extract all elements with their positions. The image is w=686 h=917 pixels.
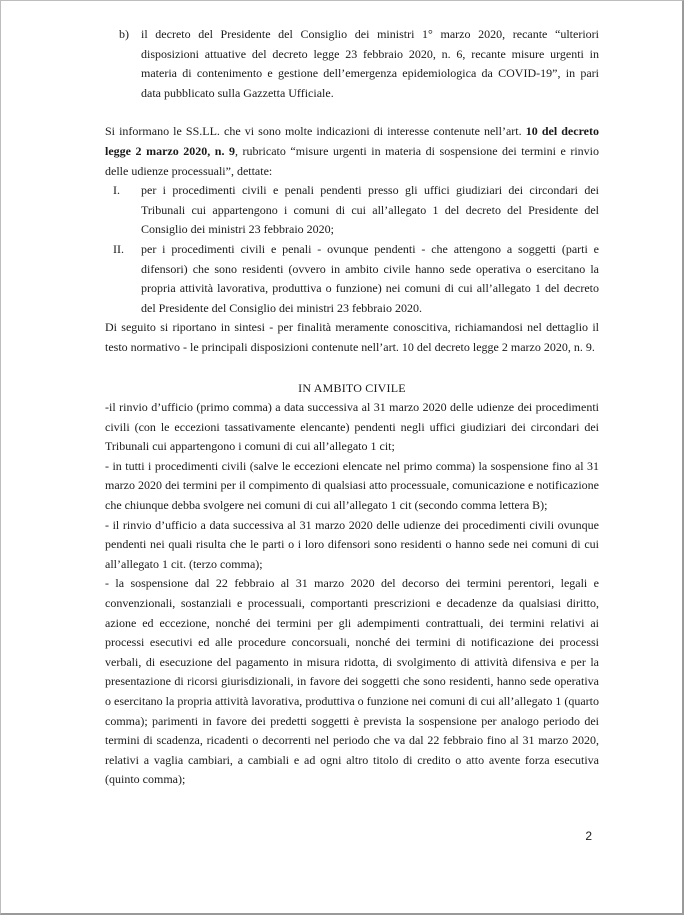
list-item-text: per i procedimenti civili e penali pendenti presso gli uffici giudiziari dei circondari dei Tribunali cui appartengono i comuni di cui all’allegato 1 del decreto del Presidente del Consiglio dei ministri 23 febbraio 2020;: [141, 183, 599, 237]
section-heading: IN AMBITO CIVILE: [298, 380, 406, 395]
paragraph-1: -il rinvio d’ufficio (primo comma) a data successiva al 31 marzo 2020 delle udienze dei procedimenti civili (con le eccezioni tassativamente elencante) pendenti negli uffici giudiziari dei circondari dei Tribunali cui appartengono i comuni di cui all’allegato 1 cit;: [105, 400, 599, 454]
paragraph-4: - la sospensione dal 22 febbraio al 31 marzo 2020 del decorso dei termini perentori, legali e convenzionali, sostanziali e processuali, comportanti prescrizioni e decadenze da qualsiasi diritto, azione ed eccezione, nonché dei termini per gli adempimenti contrattuali, dei termini relativi ai processi esecutivi ed alle procedure concorsuali, nonché dei termini di notificazione dei processi verbali, di esecuzione del pagamento in misura ridotta, di svolgimento di attività difensiva e per la presentazione di ricorsi giurisdizionali, in favore dei soggetti che sono residenti, hanno sede operativa o esercitano la propria attività lavorativa, produttiva o funzione nei comuni di cui all’allegato 1 (quarto comma); parimenti in favore dei predetti soggetti è prevista la sospensione per analogo periodo dei termini di scadenza, ricadenti o decorrenti nel periodo che va dal 22 febbraio fino al 31 marzo 2020, relativi a vaglia cambiari, a cambiali e ad ogni altro titolo di credito o atto avente forza esecutiva (quinto comma);: [105, 576, 599, 787]
page-number: 2: [585, 829, 592, 843]
list-marker: I.: [113, 183, 120, 198]
paragraph-3: - il rinvio d’ufficio a data successiva al 31 marzo 2020 delle udienze dei procedimenti civili ovunque pendenti nei quali risulta che le parti o i loro difensori sono residenti o hanno sede nei comuni di cui all’allegato 1 cit. (terzo comma);: [105, 517, 599, 571]
list-item-b: [105, 25, 599, 103]
intro-text-part2: , rubricato “misure urgenti in materia di sospensione dei termini e rinvio delle udienze processuali”, dettate:: [105, 143, 599, 178]
list-item-roman-1: [105, 181, 599, 240]
list-item-text: il decreto del Presidente del Consiglio dei ministri 1° marzo 2020, recante “ulteriori disposizioni attuative del decreto legge 23 febbraio 2020, n. 6, recante misure urgenti in materia di contenimento e gestione dell’emergenza epidemiologica da COVID-19”, in pari data pubblicato sulla Gazzetta Ufficiale.: [141, 27, 599, 100]
intro-paragraph: [105, 122, 599, 181]
list-item-roman-2: [105, 240, 599, 318]
list-item-text: per i procedimenti civili e penali - ovunque pendenti - che attengono a soggetti (parti e difensori) che sono residenti (ovvero in ambito civile hanno sede operativa o esercitano la propria attività lavorativa, produttiva o funzione) nei comuni di cui all’allegato 1 del decreto del Presidente del Consiglio dei ministri 23 febbraio 2020.: [141, 241, 599, 315]
summary-paragraph: Di seguito si riportano in sintesi - per finalità meramente conoscitiva, richiamandosi nel dettaglio il testo normativo - le principali disposizioni contenute nell’art. 10 del decreto legge 2 marzo 2020, n. 9.: [105, 320, 599, 354]
document-body: [105, 25, 599, 790]
intro-text-part1: Si informano le SS.LL. che vi sono molte indicazioni di interesse contenute nell’art.: [105, 124, 526, 139]
intro-bold-reference: 10 del decreto legge 2 marzo 2020, n. 9: [105, 124, 600, 158]
list-marker: II.: [113, 241, 124, 256]
list-marker: b): [119, 27, 129, 41]
paragraph-2: - in tutti i procedimenti civili (salve le eccezioni elencate nel primo comma) la sospensione fino al 31 marzo 2020 dei termini per il compimento di qualsiasi atto processuale, comunicazione e notificazione che chiunque debba svolgere nei comuni di cui all’allegato 1 cit (secondo comma lettera B);: [105, 458, 599, 513]
